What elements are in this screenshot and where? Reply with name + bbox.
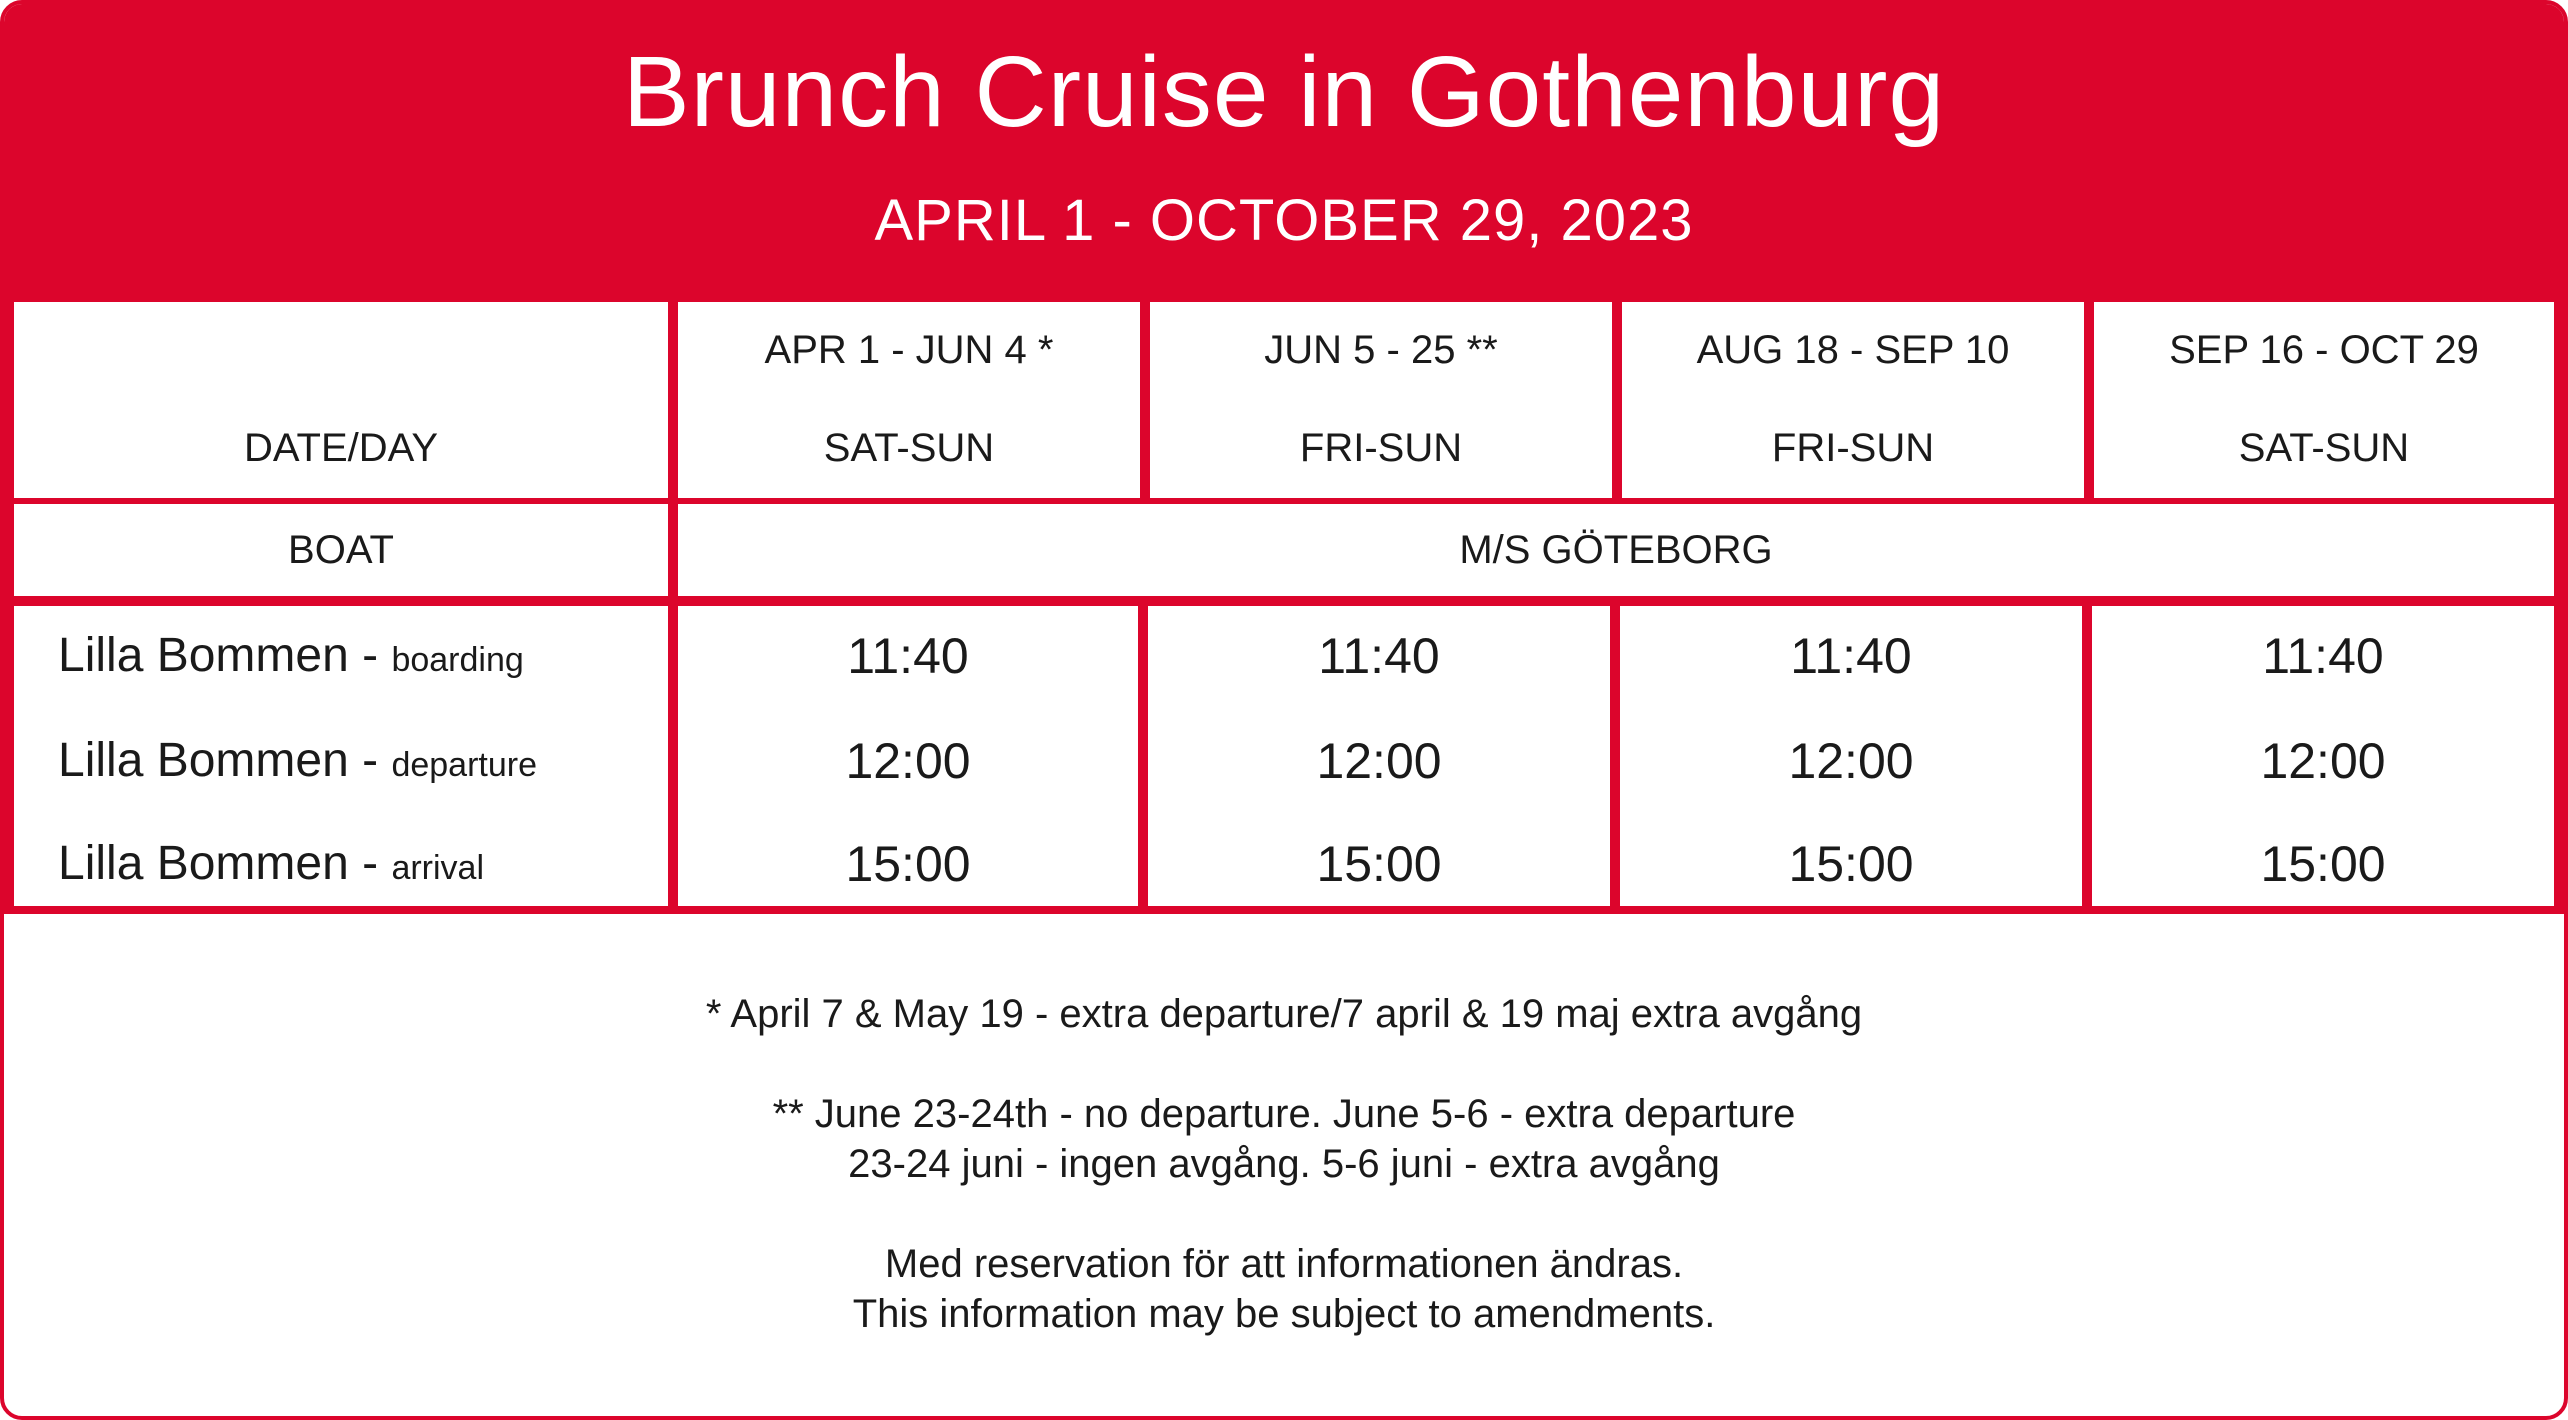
period-header-cell-4 <box>2094 302 2554 498</box>
boarding-time: 11:40 <box>1790 628 1912 684</box>
disclaimer-sv: Med reservation för att informationen ändras. <box>884 1242 1684 1286</box>
times-cell-2 <box>1148 606 1610 906</box>
boarding-time: 11:40 <box>1318 628 1440 684</box>
days-label: FRI-SUN <box>1771 426 1935 470</box>
schedule-table <box>4 302 2564 914</box>
arrival-time: 15:00 <box>1788 836 1914 892</box>
period-label: APR 1 - JUN 4 * <box>764 328 1054 372</box>
boat-label: BOAT <box>288 528 394 572</box>
departure-time: 12:00 <box>1788 733 1914 789</box>
footnote-double-asterisk-sv: 23-24 juni - ingen avgång. 5-6 juni - extra avgång <box>848 1142 1720 1186</box>
departure-time: 12:00 <box>2260 733 2386 789</box>
column-divider <box>1140 302 1150 498</box>
footnote-single-asterisk: * April 7 & May 19 - extra departure/7 april & 19 maj extra avgång <box>705 992 1863 1036</box>
season-dates: APRIL 1 - OCTOBER 29, 2023 <box>874 188 1694 253</box>
arrival-time: 15:00 <box>845 836 971 892</box>
period-label: AUG 18 - SEP 10 <box>1696 328 2010 372</box>
period-label: JUN 5 - 25 ** <box>1264 328 1498 372</box>
disclaimer-en: This information may be subject to amendments. <box>852 1292 1716 1336</box>
row-label-arrival: Lilla Bommen - arrival <box>58 837 485 890</box>
row-divider <box>4 498 2564 504</box>
footnotes <box>4 989 2564 1339</box>
times-cell-1 <box>678 606 1138 906</box>
footnote-double-asterisk-en: ** June 23-24th - no departure. June 5-6 - extra departure <box>772 1092 1796 1136</box>
row-divider <box>4 596 2564 606</box>
boarding-time: 11:40 <box>847 628 969 684</box>
boat-name-cell <box>678 504 2554 596</box>
date-day-label: DATE/DAY <box>243 426 439 470</box>
arrival-time: 15:00 <box>2260 836 2386 892</box>
arrival-time: 15:00 <box>1316 836 1442 892</box>
column-divider <box>1610 606 1620 906</box>
date-day-header-cell <box>14 302 668 498</box>
boarding-time: 11:40 <box>2262 628 2384 684</box>
period-header-cell-3 <box>1622 302 2084 498</box>
column-divider <box>1612 302 1622 498</box>
table-left-border <box>4 302 14 914</box>
column-divider <box>2084 302 2094 498</box>
boat-label-cell <box>14 504 668 596</box>
column-divider <box>1138 606 1148 906</box>
table-bottom-border <box>4 906 2564 914</box>
days-label: SAT-SUN <box>823 426 995 470</box>
row-label-boarding: Lilla Bommen - boarding <box>58 629 524 682</box>
times-cell-4 <box>2092 606 2554 906</box>
page-title: Brunch Cruise in Gothenburg <box>622 36 1946 148</box>
times-cell-3 <box>1620 606 2082 906</box>
boat-name: M/S GÖTEBORG <box>1459 528 1773 572</box>
header-banner <box>4 4 2564 302</box>
days-label: FRI-SUN <box>1299 426 1463 470</box>
period-header-cell-1 <box>678 302 1140 498</box>
column-divider <box>668 302 678 914</box>
period-header-cell-2 <box>1150 302 1612 498</box>
row-labels-cell <box>14 606 668 906</box>
column-divider <box>2082 606 2092 906</box>
period-label: SEP 16 - OCT 29 <box>2169 328 2479 372</box>
departure-time: 12:00 <box>1316 733 1442 789</box>
table-right-border <box>2554 302 2564 914</box>
days-label: SAT-SUN <box>2238 426 2410 470</box>
departure-time: 12:00 <box>845 733 971 789</box>
row-label-departure: Lilla Bommen - departure <box>58 734 537 787</box>
